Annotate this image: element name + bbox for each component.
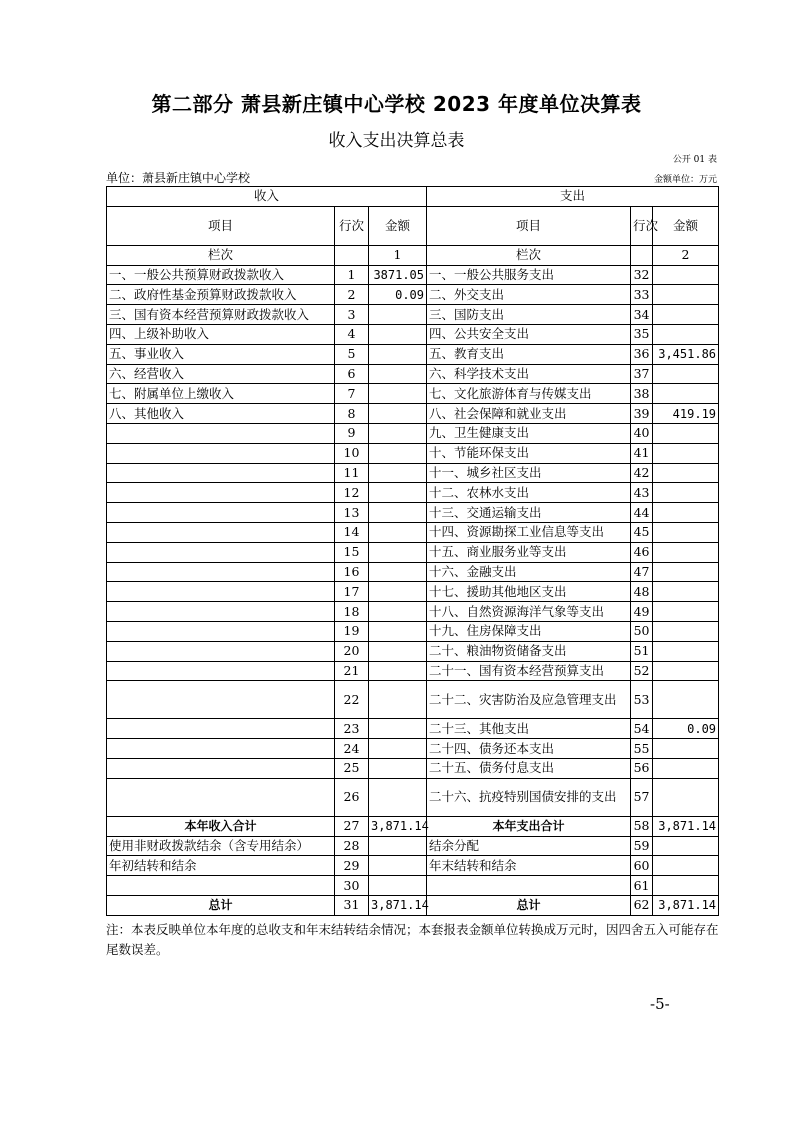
expense-column-blank — [631, 245, 653, 265]
expense-amount-cell — [653, 305, 719, 325]
expense-item-cell: 二十三、其他支出 — [427, 719, 631, 739]
income-item-cell — [107, 758, 335, 778]
table-subtitle: 收入支出决算总表 — [328, 131, 465, 151]
income-line-cell: 30 — [335, 876, 369, 896]
table-row — [107, 503, 719, 523]
expense-amount-cell: 3,871.14 — [653, 895, 719, 915]
income-amount-cell — [369, 423, 427, 443]
expense-item-cell: 二十、粮油物资储备支出 — [427, 641, 631, 661]
expense-item-cell: 二十四、债务还本支出 — [427, 739, 631, 759]
expense-amount-cell — [653, 582, 719, 602]
column-index-row — [107, 245, 719, 265]
expense-amount-cell — [653, 483, 719, 503]
income-amount-cell — [369, 562, 427, 582]
expense-item-cell: 十一、城乡社区支出 — [427, 463, 631, 483]
income-amount-cell — [369, 463, 427, 483]
expense-amount-cell: 3,871.14 — [653, 816, 719, 836]
income-line-cell: 10 — [335, 443, 369, 463]
income-line-cell: 22 — [335, 681, 369, 719]
expense-amount-cell — [653, 856, 719, 876]
expense-item-cell: 十二、农林水支出 — [427, 483, 631, 503]
income-amount-cell: 3,871.14 — [369, 895, 427, 915]
header-row-sections — [107, 187, 719, 207]
expense-amount-cell — [653, 423, 719, 443]
income-amount-cell — [369, 758, 427, 778]
income-amount-cell: 0.09 — [369, 285, 427, 305]
expense-item-cell: 结余分配 — [427, 836, 631, 856]
income-item-cell — [107, 423, 335, 443]
reporting-unit: 单位：萧县新庄镇中心学校 — [106, 171, 251, 185]
expense-amount-cell — [653, 463, 719, 483]
income-amount-cell — [369, 739, 427, 759]
income-item-cell — [107, 522, 335, 542]
table-row — [107, 522, 719, 542]
income-amount-cell — [369, 443, 427, 463]
expense-item-cell: 五、教育支出 — [427, 344, 631, 364]
expense-item-cell: 总计 — [427, 895, 631, 915]
header-row-columns — [107, 206, 719, 245]
form-number: 公开 01 表 — [672, 155, 717, 165]
income-line-cell: 20 — [335, 641, 369, 661]
income-amount-cell — [369, 344, 427, 364]
income-item-cell — [107, 876, 335, 896]
expense-line-cell: 37 — [631, 364, 653, 384]
income-line-cell: 27 — [335, 816, 369, 836]
income-line-cell: 9 — [335, 423, 369, 443]
expense-line-cell: 51 — [631, 641, 653, 661]
expense-amount-cell — [653, 836, 719, 856]
expense-item-cell: 七、文化旅游体育与传媒支出 — [427, 384, 631, 404]
expense-item-cell: 二、外交支出 — [427, 285, 631, 305]
expense-amount-cell — [653, 778, 719, 816]
income-item-cell: 本年收入合计 — [107, 816, 335, 836]
expense-amount-cell — [653, 364, 719, 384]
expense-item-cell: 十四、资源勘探工业信息等支出 — [427, 522, 631, 542]
income-line-cell: 21 — [335, 661, 369, 681]
expense-amount-cell — [653, 562, 719, 582]
income-item-cell — [107, 463, 335, 483]
page-title: 第二部分 萧县新庄镇中心学校 2023 年度单位决算表 — [151, 92, 642, 116]
income-item-cell: 三、国有资本经营预算财政拨款收入 — [107, 305, 335, 325]
income-item-cell — [107, 582, 335, 602]
income-column-blank — [335, 245, 369, 265]
expense-item-cell: 十七、援助其他地区支出 — [427, 582, 631, 602]
table-row — [107, 582, 719, 602]
expense-amount-cell — [653, 522, 719, 542]
income-amount-cell — [369, 522, 427, 542]
income-amount-cell — [369, 856, 427, 876]
expense-line-header: 行次 — [631, 206, 653, 245]
income-line-cell: 5 — [335, 344, 369, 364]
table-row — [107, 285, 719, 305]
income-amount-cell — [369, 324, 427, 344]
income-line-cell: 4 — [335, 324, 369, 344]
income-amount-cell: 3871.05 — [369, 265, 427, 285]
table-row — [107, 778, 719, 816]
table-row — [107, 895, 719, 915]
expense-amount-cell — [653, 285, 719, 305]
table-row — [107, 265, 719, 285]
income-amount-cell — [369, 542, 427, 562]
expense-amount-cell — [653, 443, 719, 463]
income-item-cell: 七、附属单位上缴收入 — [107, 384, 335, 404]
income-line-cell: 2 — [335, 285, 369, 305]
expense-amount-cell — [653, 602, 719, 622]
expense-line-cell: 55 — [631, 739, 653, 759]
income-line-cell: 16 — [335, 562, 369, 582]
expense-amount-cell — [653, 324, 719, 344]
income-header: 收入 — [107, 187, 427, 207]
income-item-cell — [107, 562, 335, 582]
income-item-cell — [107, 503, 335, 523]
income-item-cell — [107, 778, 335, 816]
expense-line-cell: 41 — [631, 443, 653, 463]
expense-amount-cell — [653, 384, 719, 404]
table-row — [107, 602, 719, 622]
income-amount-cell — [369, 641, 427, 661]
income-line-cell: 18 — [335, 602, 369, 622]
income-line-cell: 8 — [335, 404, 369, 424]
income-item-cell: 使用非财政拨款结余（含专用结余） — [107, 836, 335, 856]
income-line-cell: 15 — [335, 542, 369, 562]
expense-amount-cell — [653, 621, 719, 641]
table-row — [107, 758, 719, 778]
table-row — [107, 483, 719, 503]
income-amount-header: 金额 — [369, 206, 427, 245]
expense-item-cell — [427, 876, 631, 896]
income-item-header: 项目 — [107, 206, 335, 245]
table-row — [107, 364, 719, 384]
income-amount-cell — [369, 483, 427, 503]
expense-line-cell: 43 — [631, 483, 653, 503]
table-row — [107, 463, 719, 483]
table-row — [107, 836, 719, 856]
income-amount-cell — [369, 305, 427, 325]
expense-line-cell: 44 — [631, 503, 653, 523]
expense-item-cell: 四、公共安全支出 — [427, 324, 631, 344]
expense-line-cell: 54 — [631, 719, 653, 739]
expense-item-cell: 一、一般公共服务支出 — [427, 265, 631, 285]
income-item-cell — [107, 443, 335, 463]
income-line-cell: 26 — [335, 778, 369, 816]
income-line-cell: 31 — [335, 895, 369, 915]
income-item-cell — [107, 661, 335, 681]
expense-item-cell: 十六、金融支出 — [427, 562, 631, 582]
income-amount-cell — [369, 364, 427, 384]
expense-item-cell: 八、社会保障和就业支出 — [427, 404, 631, 424]
expense-line-cell: 36 — [631, 344, 653, 364]
expense-line-cell: 45 — [631, 522, 653, 542]
expense-line-cell: 58 — [631, 816, 653, 836]
amount-unit: 金额单位：万元 — [653, 175, 717, 185]
budget-table — [106, 186, 719, 916]
table-row — [107, 324, 719, 344]
income-line-cell: 25 — [335, 758, 369, 778]
income-line-cell: 19 — [335, 621, 369, 641]
income-item-cell — [107, 641, 335, 661]
income-item-cell: 六、经营收入 — [107, 364, 335, 384]
expense-item-cell: 二十一、国有资本经营预算支出 — [427, 661, 631, 681]
expense-item-cell: 十三、交通运输支出 — [427, 503, 631, 523]
expense-line-cell: 61 — [631, 876, 653, 896]
expense-item-cell: 本年支出合计 — [427, 816, 631, 836]
income-line-cell: 14 — [335, 522, 369, 542]
expense-amount-cell — [653, 661, 719, 681]
table-row — [107, 739, 719, 759]
expense-line-cell: 50 — [631, 621, 653, 641]
expense-line-cell: 33 — [631, 285, 653, 305]
expense-amount-cell — [653, 876, 719, 896]
table-row — [107, 443, 719, 463]
expense-header: 支出 — [427, 187, 719, 207]
table-row — [107, 641, 719, 661]
table-row — [107, 661, 719, 681]
expense-item-cell: 十、节能环保支出 — [427, 443, 631, 463]
income-amount-cell: 3,871.14 — [369, 816, 427, 836]
income-item-cell: 二、政府性基金预算财政拨款收入 — [107, 285, 335, 305]
income-amount-cell — [369, 681, 427, 719]
income-line-cell: 17 — [335, 582, 369, 602]
page-number: -5- — [650, 995, 670, 1013]
expense-line-cell: 59 — [631, 836, 653, 856]
expense-line-cell: 47 — [631, 562, 653, 582]
income-item-cell: 一、一般公共预算财政拨款收入 — [107, 265, 335, 285]
table-row — [107, 423, 719, 443]
expense-line-cell: 52 — [631, 661, 653, 681]
income-item-cell: 八、其他收入 — [107, 404, 335, 424]
expense-item-cell: 十八、自然资源海洋气象等支出 — [427, 602, 631, 622]
income-item-cell — [107, 719, 335, 739]
expense-line-cell: 56 — [631, 758, 653, 778]
income-item-cell — [107, 621, 335, 641]
expense-item-cell: 六、科学技术支出 — [427, 364, 631, 384]
income-line-cell: 3 — [335, 305, 369, 325]
income-line-cell: 13 — [335, 503, 369, 523]
expense-amount-cell — [653, 265, 719, 285]
table-row — [107, 816, 719, 836]
income-line-cell: 24 — [335, 739, 369, 759]
income-line-cell: 12 — [335, 483, 369, 503]
expense-amount-cell — [653, 542, 719, 562]
expense-item-cell: 三、国防支出 — [427, 305, 631, 325]
expense-amount-cell: 0.09 — [653, 719, 719, 739]
expense-line-cell: 34 — [631, 305, 653, 325]
income-item-cell — [107, 602, 335, 622]
income-amount-cell — [369, 876, 427, 896]
table-row — [107, 681, 719, 719]
expense-line-cell: 39 — [631, 404, 653, 424]
footnote: 注：本表反映单位本年度的总收支和年末结转结余情况；本套报表金额单位转换成万元时，因四舍五入可能存在尾数误差。 — [106, 922, 719, 957]
expense-line-cell: 57 — [631, 778, 653, 816]
income-item-cell — [107, 542, 335, 562]
income-line-cell: 23 — [335, 719, 369, 739]
expense-amount-cell: 3,451.86 — [653, 344, 719, 364]
income-line-cell: 6 — [335, 364, 369, 384]
table-row — [107, 876, 719, 896]
expense-line-cell: 48 — [631, 582, 653, 602]
income-line-cell: 29 — [335, 856, 369, 876]
income-amount-cell — [369, 778, 427, 816]
income-amount-cell — [369, 503, 427, 523]
income-item-cell — [107, 483, 335, 503]
income-line-header: 行次 — [335, 206, 369, 245]
expense-item-cell: 十九、住房保障支出 — [427, 621, 631, 641]
table-row — [107, 542, 719, 562]
table-row — [107, 856, 719, 876]
income-amount-cell — [369, 621, 427, 641]
income-amount-cell — [369, 582, 427, 602]
income-amount-cell — [369, 404, 427, 424]
table-row — [107, 344, 719, 364]
income-column-number: 1 — [369, 245, 427, 265]
income-item-cell: 五、事业收入 — [107, 344, 335, 364]
expense-item-cell: 二十二、灾害防治及应急管理支出 — [427, 681, 631, 719]
expense-line-cell: 32 — [631, 265, 653, 285]
income-amount-cell — [369, 719, 427, 739]
expense-line-cell: 40 — [631, 423, 653, 443]
expense-amount-cell — [653, 758, 719, 778]
expense-line-cell: 35 — [631, 324, 653, 344]
expense-item-cell: 年末结转和结余 — [427, 856, 631, 876]
expense-amount-header: 金额 — [653, 206, 719, 245]
income-line-cell: 1 — [335, 265, 369, 285]
expense-line-cell: 38 — [631, 384, 653, 404]
expense-amount-cell — [653, 503, 719, 523]
income-amount-cell — [369, 384, 427, 404]
income-item-cell — [107, 681, 335, 719]
expense-line-cell: 53 — [631, 681, 653, 719]
income-amount-cell — [369, 661, 427, 681]
expense-amount-cell — [653, 681, 719, 719]
expense-line-cell: 60 — [631, 856, 653, 876]
table-row — [107, 621, 719, 641]
expense-amount-cell — [653, 739, 719, 759]
expense-line-cell: 62 — [631, 895, 653, 915]
income-item-cell: 总计 — [107, 895, 335, 915]
income-column-label: 栏次 — [107, 245, 335, 265]
expense-item-header: 项目 — [427, 206, 631, 245]
expense-column-label: 栏次 — [427, 245, 631, 265]
expense-item-cell: 二十五、债务付息支出 — [427, 758, 631, 778]
table-row — [107, 305, 719, 325]
expense-line-cell: 42 — [631, 463, 653, 483]
income-line-cell: 28 — [335, 836, 369, 856]
income-item-cell: 年初结转和结余 — [107, 856, 335, 876]
expense-amount-cell: 419.19 — [653, 404, 719, 424]
income-line-cell: 11 — [335, 463, 369, 483]
income-amount-cell — [369, 836, 427, 856]
income-amount-cell — [369, 602, 427, 622]
expense-item-cell: 二十六、抗疫特别国债安排的支出 — [427, 778, 631, 816]
expense-item-cell: 十五、商业服务业等支出 — [427, 542, 631, 562]
table-row — [107, 404, 719, 424]
expense-amount-cell — [653, 641, 719, 661]
table-row — [107, 562, 719, 582]
table-row — [107, 384, 719, 404]
income-item-cell — [107, 739, 335, 759]
table-row — [107, 719, 719, 739]
expense-line-cell: 49 — [631, 602, 653, 622]
income-item-cell: 四、上级补助收入 — [107, 324, 335, 344]
income-line-cell: 7 — [335, 384, 369, 404]
expense-column-number: 2 — [653, 245, 719, 265]
expense-item-cell: 九、卫生健康支出 — [427, 423, 631, 443]
expense-line-cell: 46 — [631, 542, 653, 562]
